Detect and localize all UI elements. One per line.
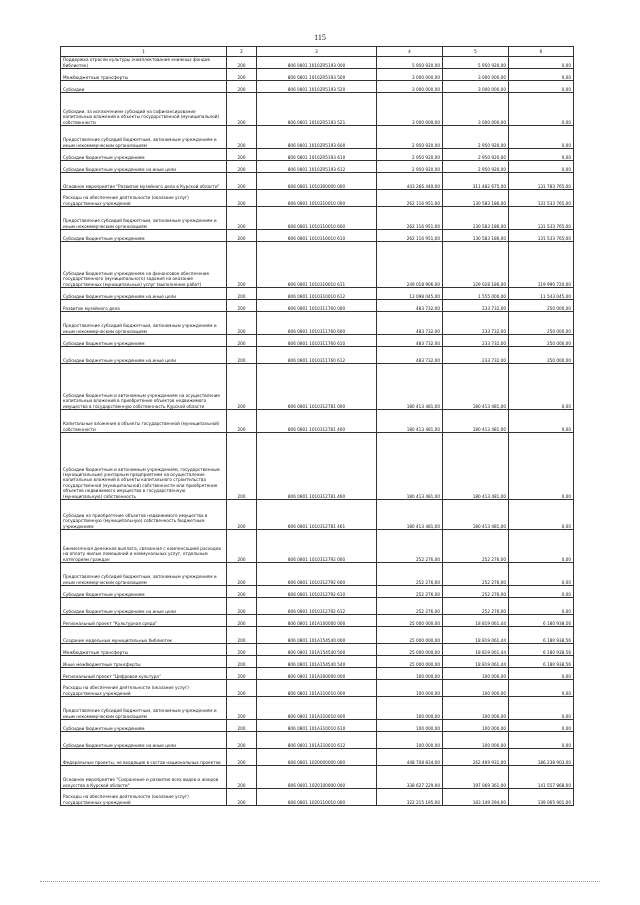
- table-body: [61, 57, 574, 806]
- row-budget-code-cell: 806 0801 1010312792 612: [257, 598, 377, 615]
- row-budget-code-cell: 806 0801 1010310010 000: [257, 190, 377, 207]
- row-remaining-amount-cell: 0,00: [509, 149, 574, 161]
- table-row: [61, 364, 574, 410]
- row-admin-code-cell: 200: [227, 766, 257, 789]
- row-remaining-amount-cell: 6 180 938,56: [509, 656, 574, 668]
- row-remaining-amount-cell: 119 990 720,00: [509, 242, 574, 288]
- row-approved-amount-cell: 483 732,00: [377, 335, 443, 347]
- table-row: [61, 288, 574, 300]
- table-row: [61, 615, 574, 627]
- row-approved-amount-cell: 2 950 920,00: [377, 149, 443, 161]
- table-row: [61, 347, 574, 364]
- row-admin-code-cell: 200: [227, 173, 257, 190]
- row-executed-amount-cell: 18 819 061,44: [443, 627, 509, 644]
- row-executed-amount-cell: 180 413 481,00: [443, 500, 509, 530]
- row-approved-amount-cell: 2 950 920,00: [377, 161, 443, 173]
- row-name-cell: Региональный проект "Цифровая культура": [61, 668, 227, 680]
- row-name-cell: Иные межбюджетные трансферты: [61, 656, 227, 668]
- row-budget-code-cell: 806 0801 10102R5193 520: [257, 81, 377, 93]
- row-executed-amount-cell: 252 276,00: [443, 598, 509, 615]
- row-budget-code-cell: 806 0801 1010312781 400: [257, 410, 377, 433]
- row-approved-amount-cell: 100 000,00: [377, 668, 443, 680]
- table-row: [61, 69, 574, 81]
- row-budget-code-cell: 806 0801 1010312781 000: [257, 364, 377, 410]
- row-name-cell: Расходы на обеспечение деятельности (оказание услуг) государственных учреждений: [61, 190, 227, 207]
- row-budget-code-cell: 806 0801 101A310010 610: [257, 720, 377, 732]
- row-remaining-amount-cell: 6 180 938,56: [509, 627, 574, 644]
- row-approved-amount-cell: 252 276,00: [377, 563, 443, 586]
- table-row: [61, 720, 574, 732]
- row-executed-amount-cell: 5 950 920,00: [443, 57, 509, 69]
- row-remaining-amount-cell: 141 557 868,00: [509, 766, 574, 789]
- row-budget-code-cell: 806 0801 10102R5193 600: [257, 126, 377, 149]
- row-budget-code-cell: 806 0801 10102R5193 521: [257, 93, 377, 126]
- row-approved-amount-cell: 483 732,00: [377, 312, 443, 335]
- row-remaining-amount-cell: 0,00: [509, 81, 574, 93]
- row-name-cell: Субсидии бюджетным учреждениям: [61, 230, 227, 242]
- row-executed-amount-cell: 100 000,00: [443, 680, 509, 697]
- row-approved-amount-cell: 5 950 920,00: [377, 57, 443, 69]
- row-executed-amount-cell: 233 732,00: [443, 347, 509, 364]
- row-executed-amount-cell: 233 732,00: [443, 300, 509, 312]
- row-remaining-amount-cell: 0,00: [509, 697, 574, 720]
- table-row: [61, 749, 574, 766]
- table-row: [61, 300, 574, 312]
- table-row: [61, 57, 574, 69]
- row-approved-amount-cell: 2 950 920,00: [377, 126, 443, 149]
- row-budget-code-cell: 806 0801 1010312792 600: [257, 563, 377, 586]
- row-executed-amount-cell: 2 950 920,00: [443, 161, 509, 173]
- row-name-cell: Субсидии бюджетным учреждениям: [61, 720, 227, 732]
- row-approved-amount-cell: 252 276,00: [377, 586, 443, 598]
- row-remaining-amount-cell: 0,00: [509, 732, 574, 749]
- row-admin-code-cell: 200: [227, 312, 257, 335]
- row-executed-amount-cell: 2 950 920,00: [443, 126, 509, 149]
- row-executed-amount-cell: 3 000 000,00: [443, 81, 509, 93]
- row-admin-code-cell: 200: [227, 242, 257, 288]
- row-executed-amount-cell: 3 000 000,00: [443, 93, 509, 126]
- row-executed-amount-cell: 262 469 931,00: [443, 749, 509, 766]
- table-row: [61, 190, 574, 207]
- row-approved-amount-cell: 25 000 000,00: [377, 656, 443, 668]
- row-admin-code-cell: 200: [227, 230, 257, 242]
- row-budget-code-cell: 806 0801 101A300000 000: [257, 668, 377, 680]
- row-approved-amount-cell: 3 000 000,00: [377, 81, 443, 93]
- row-approved-amount-cell: 262 116 951,00: [377, 230, 443, 242]
- row-admin-code-cell: 200: [227, 81, 257, 93]
- row-admin-code-cell: 200: [227, 149, 257, 161]
- row-executed-amount-cell: 3 000 000,00: [443, 69, 509, 81]
- row-approved-amount-cell: 25 000 000,00: [377, 615, 443, 627]
- table-row: [61, 732, 574, 749]
- table-row: [61, 312, 574, 335]
- row-remaining-amount-cell: 0,00: [509, 433, 574, 500]
- row-executed-amount-cell: 197 069 361,00: [443, 766, 509, 789]
- row-admin-code-cell: 200: [227, 627, 257, 644]
- row-admin-code-cell: 200: [227, 563, 257, 586]
- row-approved-amount-cell: 180 413 481,00: [377, 364, 443, 410]
- row-budget-code-cell: 806 0801 10102R5193 612: [257, 161, 377, 173]
- table-row: [61, 644, 574, 656]
- row-executed-amount-cell: 130 583 186,00: [443, 190, 509, 207]
- row-budget-code-cell: 806 0801 101A154540 540: [257, 656, 377, 668]
- row-admin-code-cell: 200: [227, 656, 257, 668]
- row-budget-code-cell: 806 0801 1020000000 000: [257, 749, 377, 766]
- row-name-cell: Субсидии бюджетным учреждениям на иные цели: [61, 732, 227, 749]
- row-remaining-amount-cell: 0,00: [509, 57, 574, 69]
- row-name-cell: Предоставление субсидий бюджетным, автономным учреждениям и иным некоммерческим организациям: [61, 312, 227, 335]
- column-header: 4: [377, 47, 443, 57]
- row-name-cell: Субсидии бюджетным учреждениям на иные цели: [61, 598, 227, 615]
- row-admin-code-cell: 200: [227, 57, 257, 69]
- row-remaining-amount-cell: 186 238 903,00: [509, 749, 574, 766]
- row-remaining-amount-cell: 0,00: [509, 410, 574, 433]
- row-name-cell: Межбюджетные трансферты: [61, 644, 227, 656]
- row-executed-amount-cell: 180 413 481,00: [443, 364, 509, 410]
- row-admin-code-cell: 200: [227, 288, 257, 300]
- row-admin-code-cell: 200: [227, 500, 257, 530]
- table-row: [61, 242, 574, 288]
- row-approved-amount-cell: 25 000 000,00: [377, 627, 443, 644]
- row-name-cell: Межбюджетные трансферты: [61, 69, 227, 81]
- row-approved-amount-cell: 262 116 951,00: [377, 190, 443, 207]
- budget-table: [60, 46, 574, 806]
- row-budget-code-cell: 806 0801 101A310010 612: [257, 732, 377, 749]
- table-header-row: [61, 47, 574, 57]
- row-executed-amount-cell: 311 482 675,00: [443, 173, 509, 190]
- row-approved-amount-cell: 180 413 481,00: [377, 433, 443, 500]
- column-header: 6: [509, 47, 574, 57]
- row-admin-code-cell: 200: [227, 697, 257, 720]
- row-budget-code-cell: 806 0801 1010312792 000: [257, 530, 377, 563]
- row-budget-code-cell: 806 0801 1010311760 610: [257, 335, 377, 347]
- row-budget-code-cell: 806 0801 1020100000 000: [257, 766, 377, 789]
- row-admin-code-cell: 200: [227, 668, 257, 680]
- table-row: [61, 680, 574, 697]
- row-name-cell: Капитальные вложения в объекты государственной (муниципальной) собственности: [61, 410, 227, 433]
- row-budget-code-cell: 806 0801 10102R5193 000: [257, 57, 377, 69]
- row-budget-code-cell: 806 0801 101A100000 000: [257, 615, 377, 627]
- row-executed-amount-cell: 100 000,00: [443, 697, 509, 720]
- row-remaining-amount-cell: 131 533 765,00: [509, 207, 574, 230]
- row-admin-code-cell: 200: [227, 433, 257, 500]
- row-executed-amount-cell: 18 819 061,44: [443, 615, 509, 627]
- row-remaining-amount-cell: 0,00: [509, 126, 574, 149]
- row-executed-amount-cell: 100 000,00: [443, 668, 509, 680]
- row-remaining-amount-cell: 250 000,00: [509, 312, 574, 335]
- table-row: [61, 173, 574, 190]
- row-remaining-amount-cell: 250 000,00: [509, 335, 574, 347]
- column-header: 1: [61, 47, 227, 57]
- row-admin-code-cell: 200: [227, 161, 257, 173]
- row-name-cell: Расходы на обеспечение деятельности (оказание услуг) государственных учреждений: [61, 680, 227, 697]
- row-approved-amount-cell: 100 000,00: [377, 732, 443, 749]
- row-name-cell: Субсидии бюджетным учреждениям на иные цели: [61, 288, 227, 300]
- row-name-cell: Субсидии бюджетным учреждениям на иные цели: [61, 161, 227, 173]
- row-executed-amount-cell: 100 000,00: [443, 732, 509, 749]
- row-executed-amount-cell: 233 732,00: [443, 335, 509, 347]
- row-name-cell: Предоставление субсидий бюджетным, автономным учреждениям и иным некоммерческим организациям: [61, 563, 227, 586]
- row-remaining-amount-cell: 131 533 765,00: [509, 230, 574, 242]
- row-name-cell: Субсидии: [61, 81, 227, 93]
- page-number: 115: [314, 33, 326, 42]
- row-remaining-amount-cell: 0,00: [509, 364, 574, 410]
- row-approved-amount-cell: 338 627 229,00: [377, 766, 443, 789]
- row-name-cell: Федеральные проекты, не входящие в состав национальных проектов: [61, 749, 227, 766]
- row-executed-amount-cell: 129 028 186,00: [443, 242, 509, 288]
- row-admin-code-cell: 200: [227, 69, 257, 81]
- row-admin-code-cell: 200: [227, 126, 257, 149]
- row-admin-code-cell: 200: [227, 300, 257, 312]
- row-remaining-amount-cell: 0,00: [509, 598, 574, 615]
- table-row: [61, 433, 574, 500]
- row-executed-amount-cell: 130 583 186,00: [443, 230, 509, 242]
- table-row: [61, 656, 574, 668]
- row-executed-amount-cell: 183 149 294,00: [443, 789, 509, 806]
- table-row: [61, 668, 574, 680]
- row-name-cell: Предоставление субсидий бюджетным, автономным учреждениям и иным некоммерческим организациям: [61, 126, 227, 149]
- row-budget-code-cell: 806 0801 1010312792 610: [257, 586, 377, 598]
- row-budget-code-cell: 806 0801 1020110010 000: [257, 789, 377, 806]
- row-budget-code-cell: 806 0801 1010312781 460: [257, 433, 377, 500]
- row-budget-code-cell: 806 0801 1010310010 610: [257, 230, 377, 242]
- row-name-cell: Расходы на обеспечение деятельности (оказание услуг) государственных учреждений: [61, 789, 227, 806]
- row-budget-code-cell: 806 0801 101A310010 000: [257, 680, 377, 697]
- table-row: [61, 627, 574, 644]
- row-admin-code-cell: 200: [227, 644, 257, 656]
- row-admin-code-cell: 200: [227, 530, 257, 563]
- row-approved-amount-cell: 483 732,00: [377, 300, 443, 312]
- row-remaining-amount-cell: 131 783 765,00: [509, 173, 574, 190]
- row-name-cell: Региональный проект "Культурная среда": [61, 615, 227, 627]
- row-admin-code-cell: 200: [227, 586, 257, 598]
- row-name-cell: Субсидии бюджетным учреждениям на иные цели: [61, 347, 227, 364]
- row-admin-code-cell: 200: [227, 720, 257, 732]
- row-admin-code-cell: 200: [227, 789, 257, 806]
- row-name-cell: Развитие музейного дела: [61, 300, 227, 312]
- row-budget-code-cell: 806 0801 1010311760 000: [257, 300, 377, 312]
- row-approved-amount-cell: 249 018 906,00: [377, 242, 443, 288]
- row-executed-amount-cell: 252 276,00: [443, 563, 509, 586]
- row-remaining-amount-cell: 0,00: [509, 720, 574, 732]
- row-budget-code-cell: 806 0801 1010300000 000: [257, 173, 377, 190]
- row-approved-amount-cell: 180 413 481,00: [377, 500, 443, 530]
- row-approved-amount-cell: 262 116 951,00: [377, 207, 443, 230]
- row-approved-amount-cell: 100 000,00: [377, 680, 443, 697]
- row-remaining-amount-cell: 0,00: [509, 586, 574, 598]
- table-row: [61, 126, 574, 149]
- row-name-cell: Субсидии бюджетным учреждениям: [61, 586, 227, 598]
- row-admin-code-cell: 200: [227, 93, 257, 126]
- row-executed-amount-cell: 100 000,00: [443, 720, 509, 732]
- table-row: [61, 586, 574, 598]
- table-row: [61, 766, 574, 789]
- row-executed-amount-cell: 180 413 481,00: [443, 433, 509, 500]
- row-remaining-amount-cell: 0,00: [509, 161, 574, 173]
- row-remaining-amount-cell: 0,00: [509, 530, 574, 563]
- row-executed-amount-cell: 2 950 920,00: [443, 149, 509, 161]
- row-admin-code-cell: 200: [227, 732, 257, 749]
- row-approved-amount-cell: 322 215 195,00: [377, 789, 443, 806]
- table-row: [61, 530, 574, 563]
- row-executed-amount-cell: 18 819 061,44: [443, 656, 509, 668]
- table-row: [61, 500, 574, 530]
- column-header: 3: [257, 47, 377, 57]
- row-executed-amount-cell: 1 555 000,00: [443, 288, 509, 300]
- row-remaining-amount-cell: 0,00: [509, 563, 574, 586]
- table-row: [61, 149, 574, 161]
- row-remaining-amount-cell: 250 000,00: [509, 300, 574, 312]
- row-name-cell: Субсидии на приобретение объектов недвижимого имущества в государственную (муниципальную) собственность бюджетным учреждениям: [61, 500, 227, 530]
- row-admin-code-cell: 200: [227, 598, 257, 615]
- row-approved-amount-cell: 448 708 834,00: [377, 749, 443, 766]
- table-row: [61, 335, 574, 347]
- row-approved-amount-cell: 100 000,00: [377, 720, 443, 732]
- row-admin-code-cell: 200: [227, 364, 257, 410]
- row-budget-code-cell: 806 0801 10102R5193 610: [257, 149, 377, 161]
- row-admin-code-cell: 200: [227, 335, 257, 347]
- row-admin-code-cell: 200: [227, 680, 257, 697]
- column-header: 5: [443, 47, 509, 57]
- row-executed-amount-cell: 233 732,00: [443, 312, 509, 335]
- row-approved-amount-cell: 483 732,00: [377, 347, 443, 364]
- row-budget-code-cell: 806 0801 1010310010 600: [257, 207, 377, 230]
- row-name-cell: Предоставление субсидий бюджетным, автономным учреждениям и иным некоммерческим организациям: [61, 697, 227, 720]
- table-row: [61, 598, 574, 615]
- row-budget-code-cell: 806 0801 101A310010 600: [257, 697, 377, 720]
- table-row: [61, 410, 574, 433]
- row-remaining-amount-cell: 131 533 765,00: [509, 190, 574, 207]
- row-name-cell: Основное мероприятие "Развитие музейного дела в Курской области": [61, 173, 227, 190]
- row-admin-code-cell: 200: [227, 190, 257, 207]
- row-approved-amount-cell: 180 413 481,00: [377, 410, 443, 433]
- row-budget-code-cell: 806 0801 1010312781 461: [257, 500, 377, 530]
- row-name-cell: Субсидии бюджетным и автономным учреждениям, государственным (муниципальным) унитарным предприятиям на осуществление капитальных вложений в объекты капитального строительства государственной (муниципальной) собственности или приобретение объектов недвижимого имущества в государственную (муниципальную) собственность: [61, 433, 227, 500]
- row-remaining-amount-cell: 0,00: [509, 69, 574, 81]
- table-row: [61, 81, 574, 93]
- row-approved-amount-cell: 13 098 045,00: [377, 288, 443, 300]
- row-remaining-amount-cell: 6 180 938,56: [509, 615, 574, 627]
- row-approved-amount-cell: 100 000,00: [377, 697, 443, 720]
- row-budget-code-cell: 806 0801 1010311760 612: [257, 347, 377, 364]
- row-remaining-amount-cell: 0,00: [509, 93, 574, 126]
- row-budget-code-cell: 806 0801 101A154540 500: [257, 644, 377, 656]
- column-header: 2: [227, 47, 257, 57]
- row-remaining-amount-cell: 11 543 045,00: [509, 288, 574, 300]
- row-executed-amount-cell: 18 819 061,44: [443, 644, 509, 656]
- table-row: [61, 161, 574, 173]
- row-remaining-amount-cell: 139 065 901,00: [509, 789, 574, 806]
- row-remaining-amount-cell: 0,00: [509, 500, 574, 530]
- page-bottom-rule: [40, 881, 600, 882]
- row-name-cell: Субсидии бюджетным учреждениям: [61, 335, 227, 347]
- row-approved-amount-cell: 3 000 000,00: [377, 93, 443, 126]
- row-executed-amount-cell: 180 413 481,00: [443, 410, 509, 433]
- row-admin-code-cell: 200: [227, 615, 257, 627]
- row-name-cell: Основное мероприятие "Сохранение и развитие всех видов и жанров искусства в Курской области": [61, 766, 227, 789]
- table-row: [61, 697, 574, 720]
- row-remaining-amount-cell: 6 180 938,56: [509, 644, 574, 656]
- row-approved-amount-cell: 252 276,00: [377, 598, 443, 615]
- row-admin-code-cell: 200: [227, 410, 257, 433]
- table-row: [61, 789, 574, 806]
- row-name-cell: Предоставление субсидий бюджетным, автономным учреждениям и иным некоммерческим организациям: [61, 207, 227, 230]
- row-approved-amount-cell: 25 000 000,00: [377, 644, 443, 656]
- table-row: [61, 93, 574, 126]
- row-approved-amount-cell: 3 000 000,00: [377, 69, 443, 81]
- table-row: [61, 230, 574, 242]
- table-row: [61, 563, 574, 586]
- row-admin-code-cell: 200: [227, 749, 257, 766]
- row-remaining-amount-cell: 250 000,00: [509, 347, 574, 364]
- row-budget-code-cell: 806 0801 10102R5193 500: [257, 69, 377, 81]
- table-row: [61, 207, 574, 230]
- row-budget-code-cell: 806 0801 101A154540 000: [257, 627, 377, 644]
- row-admin-code-cell: 200: [227, 347, 257, 364]
- row-name-cell: Поддержка отрасли культуры (комплектование книжных фондов библиотек): [61, 57, 227, 69]
- row-executed-amount-cell: 252 276,00: [443, 530, 509, 563]
- row-approved-amount-cell: 443 266 440,00: [377, 173, 443, 190]
- row-remaining-amount-cell: 0,00: [509, 680, 574, 697]
- row-name-cell: Субсидии бюджетным учреждениям: [61, 149, 227, 161]
- row-budget-code-cell: 806 0801 1010311760 600: [257, 312, 377, 335]
- row-budget-code-cell: 806 0801 1010310010 612: [257, 288, 377, 300]
- row-admin-code-cell: 200: [227, 207, 257, 230]
- row-remaining-amount-cell: 0,00: [509, 668, 574, 680]
- row-budget-code-cell: 806 0801 1010310010 611: [257, 242, 377, 288]
- row-name-cell: Субсидии, за исключением субсидий на софинансирование капитальных вложений в объекты государственной (муниципальной) собственности: [61, 93, 227, 126]
- row-approved-amount-cell: 252 276,00: [377, 530, 443, 563]
- row-name-cell: Ежемесячная денежная выплата, связанная с компенсацией расходов на оплату жилых помещений и коммунальных услуг, отдельным категориям граждан: [61, 530, 227, 563]
- row-executed-amount-cell: 252 276,00: [443, 586, 509, 598]
- row-executed-amount-cell: 130 583 186,00: [443, 207, 509, 230]
- row-name-cell: Создание модельных муниципальных библиотек: [61, 627, 227, 644]
- row-name-cell: Субсидии бюджетным учреждениям на финансовое обеспечение государственного (муниципального) задания на оказание государственных (муниципальных) услуг (выполнение работ): [61, 242, 227, 288]
- row-name-cell: Субсидии бюджетным и автономным учреждениям на осуществление капитальных вложений в приобретение объектов недвижимого имущества в государственную собственность Курской области: [61, 364, 227, 410]
